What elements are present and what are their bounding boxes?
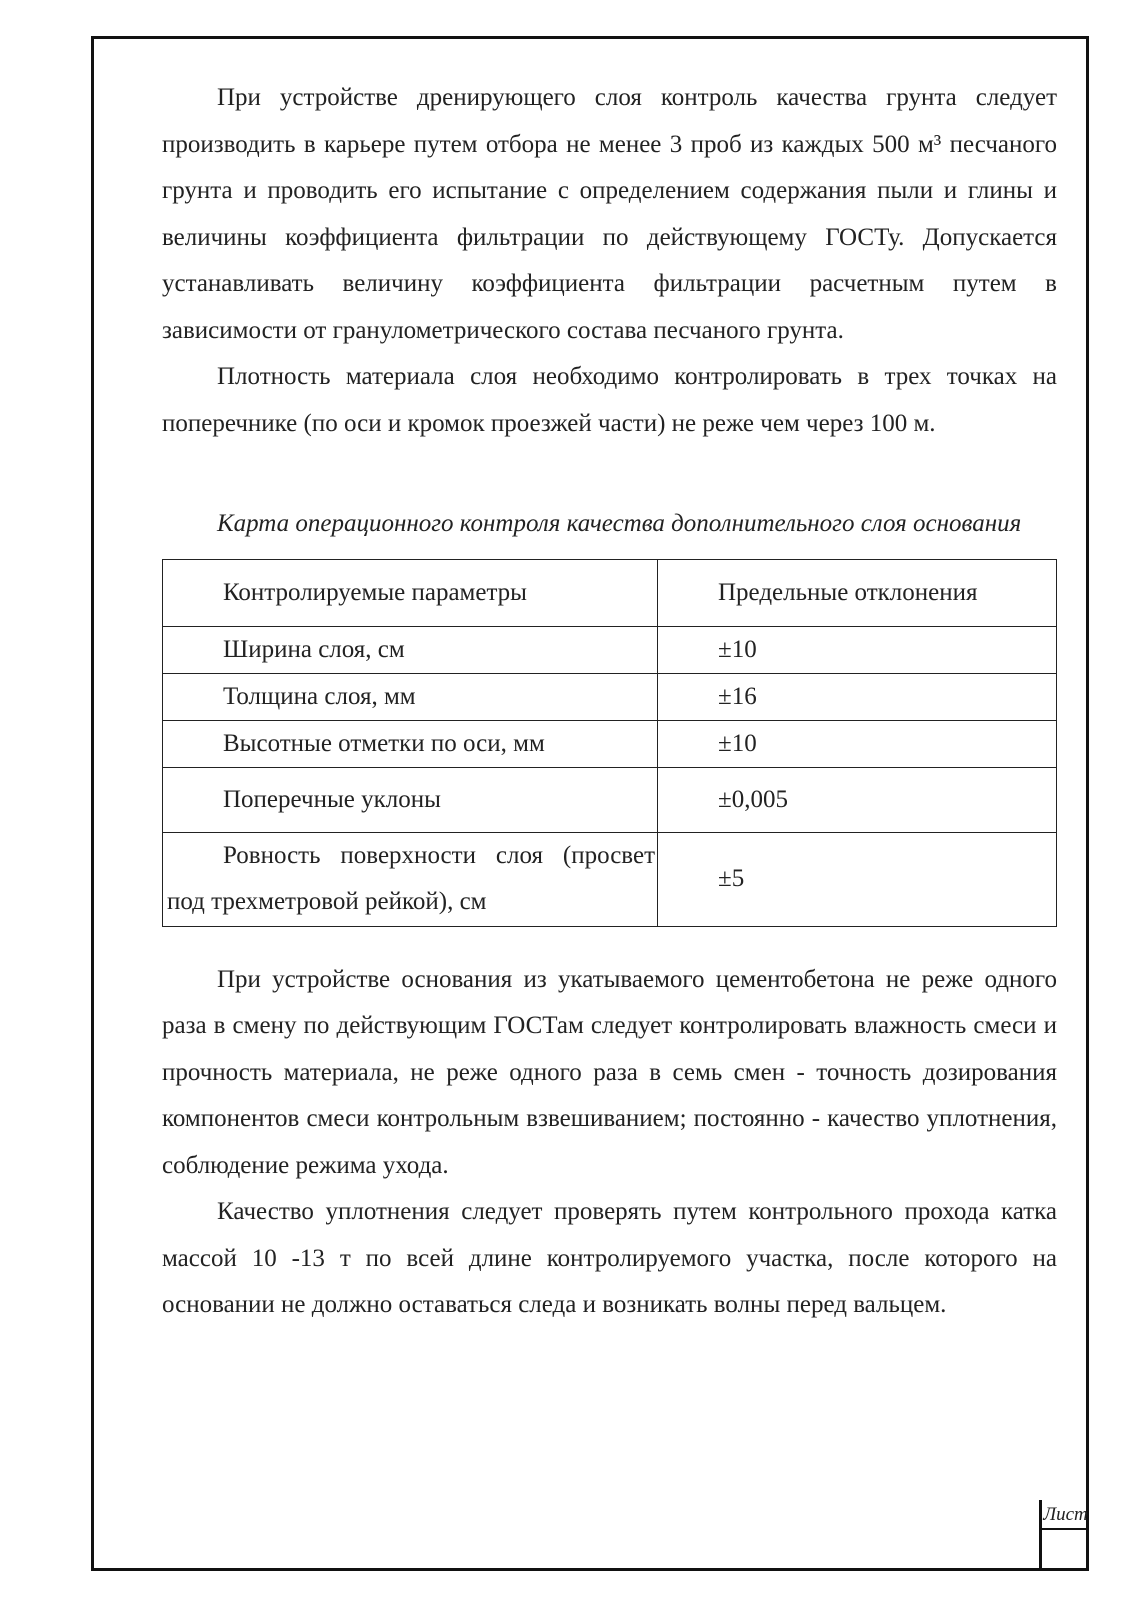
sheet-stamp bbox=[1039, 1500, 1089, 1571]
table-cell-value: ±10 bbox=[658, 626, 1057, 673]
sheet-number bbox=[1042, 1530, 1089, 1568]
paragraph-density-control: Плотность материала слоя необходимо контролировать в трех точках на поперечнике (по оси и кромок проезжей части) не реже чем через 100 м. bbox=[162, 363, 1057, 437]
spacer bbox=[162, 548, 1057, 559]
quality-control-table bbox=[162, 559, 1057, 927]
table-cell-value: ±0,005 bbox=[658, 767, 1057, 832]
table-cell-param: Высотные отметки по оси, мм bbox=[163, 720, 658, 767]
table-caption: Карта операционного контроля качества дополнительного слоя основания bbox=[217, 510, 1022, 537]
sheet-label: Лист bbox=[1042, 1500, 1089, 1530]
table-header-cell: Контролируемые параметры bbox=[163, 559, 658, 626]
spacer bbox=[162, 447, 1057, 501]
paragraph-drainage-control: При устройстве дренирующего слоя контроль качества грунта следует производить в карьере путем отбора не менее 3 проб из каждых 500 м³ песчаного грунта и проводить его испытание с определением содержания пыли и глины и величины коэффициента фильтрации по действующему ГОСТу. Допускается устанавливать величину коэффициента фильтрации расчетным путем в зависимости от гранулометрического состава песчаного грунта. bbox=[162, 84, 1057, 344]
table-row bbox=[163, 673, 1057, 720]
table-cell-value: ±16 bbox=[658, 673, 1057, 720]
spacer bbox=[162, 927, 1057, 957]
table-cell-param: Толщина слоя, мм bbox=[163, 673, 658, 720]
table-row bbox=[163, 720, 1057, 767]
paragraph-compaction-check: Качество уплотнения следует проверять путем контрольного прохода катка массой 10 -13 т по всей длине контролируемого участка, после которого на основании не должно оставаться следа и возникать волны перед вальцем. bbox=[162, 1198, 1057, 1318]
table-cell-param: Ровность поверхности слоя (просвет под трехметровой рейкой), см bbox=[163, 832, 658, 926]
table-cell-value: ±5 bbox=[658, 832, 1057, 926]
table-header-cell: Предельные отклонения bbox=[658, 559, 1057, 626]
table-row bbox=[163, 767, 1057, 832]
table-cell-param: Ширина слоя, см bbox=[163, 626, 658, 673]
table-row bbox=[163, 626, 1057, 673]
table-header-row bbox=[163, 559, 1057, 626]
document-body bbox=[162, 75, 1057, 1329]
table-cell-param: Поперечные уклоны bbox=[163, 767, 658, 832]
table-row bbox=[163, 832, 1057, 926]
table-cell-value: ±10 bbox=[658, 720, 1057, 767]
paragraph-cement-concrete: При устройстве основания из укатываемого цементобетона не реже одного раза в смену по действующим ГОСТам следует контролировать влажность смеси и прочность материала, не реже одного раза в семь смен - точность дозирования компонентов смеси контрольным взвешиванием; постоянно - качество уплотнения, соблюдение режима ухода. bbox=[162, 965, 1057, 1179]
